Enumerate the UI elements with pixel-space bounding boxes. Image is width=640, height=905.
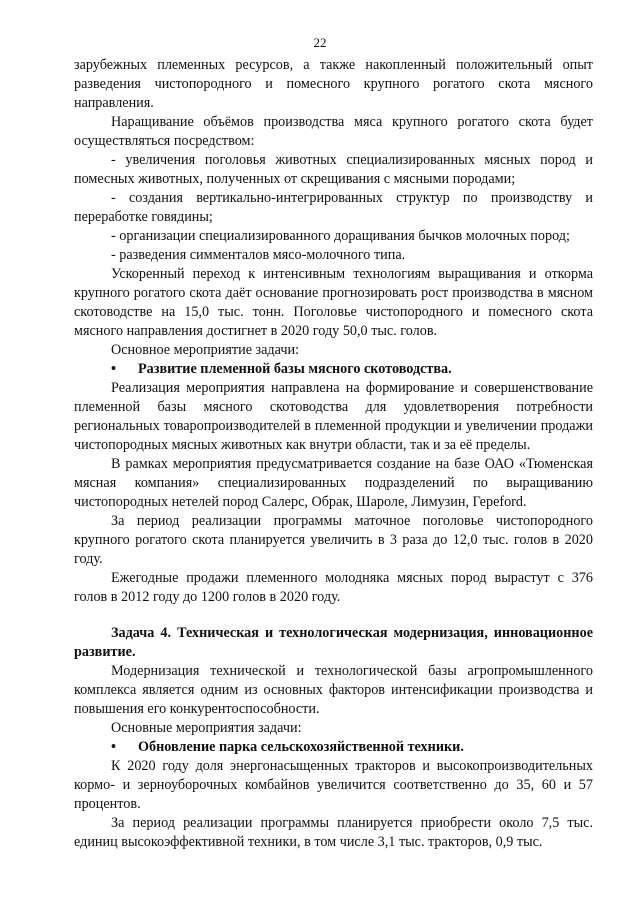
list-item: - увеличения поголовья животных специализированных мясных пород и помесных животных, полученных от скрещивания с мясными породами; bbox=[74, 152, 593, 187]
paragraph: За период реализации программы планируется приобрести около 7,5 тыс. единиц высокоэффективной техники, в том числе 3,1 тыс. тракторов, 0,9 тыс. bbox=[74, 815, 593, 850]
page-body bbox=[74, 56, 593, 852]
paragraph: Основные мероприятия задачи: bbox=[111, 720, 302, 736]
bullet-text: Развитие племенной базы мясного скотоводства. bbox=[138, 361, 452, 377]
list-item: - организации специализированного доращивания бычков молочных пород; bbox=[111, 228, 570, 244]
page-number: 22 bbox=[313, 35, 327, 50]
paragraph: Реализация мероприятия направлена на формирование и совершенствование племенной базы мясного скотоводства для удовлетворения потребности региональных товаропроизводителей в племенной продукции и увеличении продажи чистопородных мясных животных как внутри области, так и за её пределы. bbox=[74, 380, 593, 453]
paragraph: зарубежных племенных ресурсов, а также накопленный положительный опыт разведения чистопородного и помесного крупного рогатого скота мясного направления. bbox=[74, 57, 593, 111]
list-item: - разведения симменталов мясо-молочного типа. bbox=[111, 247, 406, 263]
paragraph: Основное мероприятие задачи: bbox=[111, 342, 300, 358]
bullet-text: Обновление парка сельскохозяйственной техники. bbox=[138, 739, 464, 755]
paragraph: В рамках мероприятия предусматривается создание на базе ОАО «Тюменская мясная компания» специализированных подразделений по выращиванию чистопородных нетелей пород Салерс, Обрак, Шароле, Лимузин, Гереford. bbox=[74, 456, 593, 510]
section-heading: Задача 4. Техническая и технологическая модернизация, инновационное развитие. bbox=[74, 625, 593, 660]
paragraph: Ежегодные продажи племенного молодняка мясных пород вырастут с 376 голов в 2012 году до 1200 голов в 2020 году. bbox=[74, 570, 593, 605]
paragraph: Наращивание объёмов производства мяса крупного рогатого скота будет осуществляться посредством: bbox=[74, 114, 593, 149]
list-item: - создания вертикально-интегрированных структур по производству и переработке говядины; bbox=[74, 190, 593, 225]
spacer bbox=[74, 607, 593, 624]
paragraph: Ускоренный переход к интенсивным технологиям выращивания и откорма крупного рогатого скота даёт основание прогнозировать рост производства в мясном скотоводстве на 15,0 тыс. тонн. Поголовье чистопородного и помесного скота мясного направления достигнет в 2020 году 50,0 тыс. голов. bbox=[74, 266, 593, 339]
bullet-item bbox=[74, 738, 593, 757]
paragraph: К 2020 году доля энергонасыщенных тракторов и высокопроизводительных кормо- и зерноуборочных комбайнов увеличится соответственно до 35, 60 и 57 процентов. bbox=[74, 758, 593, 812]
paragraph: Модернизация технической и технологической базы агропромышленного комплекса является одним из основных факторов интенсификации производства и повышения его конкурентоспособности. bbox=[74, 663, 593, 717]
bullet-item bbox=[74, 360, 593, 379]
bullet-icon: • bbox=[111, 361, 116, 377]
paragraph: За период реализации программы маточное поголовье чистопородного крупного рогатого скота планируется увеличить в 3 раза до 12,0 тыс. голов в 2020 году. bbox=[74, 513, 593, 567]
bullet-icon: • bbox=[111, 739, 116, 755]
